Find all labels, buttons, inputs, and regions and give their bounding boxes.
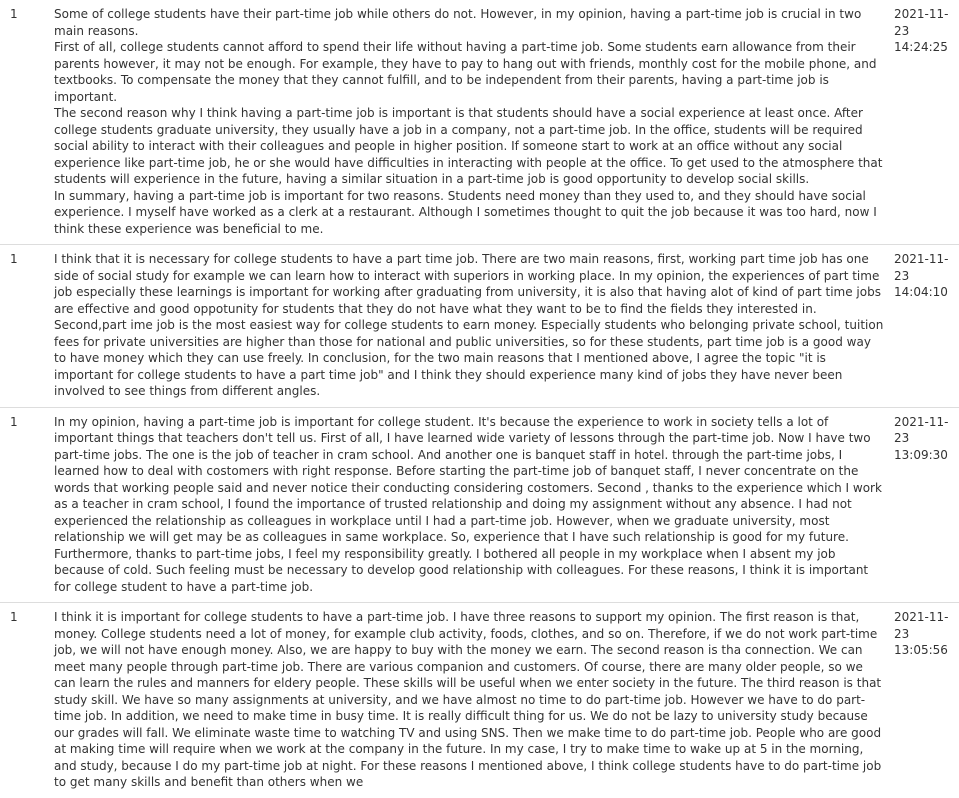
essay-text-cell <box>54 609 886 791</box>
date-text: 2021-11- 23 <box>894 252 949 283</box>
time-text: 14:24:25 <box>894 40 948 54</box>
date-text: 2021-11- 23 <box>894 610 949 641</box>
timestamp-cell <box>886 251 948 400</box>
table-row <box>0 0 959 245</box>
date-text: 2021-11- 23 <box>894 414 949 445</box>
essay-paragraph: I think that it is necessary for college students to have a part time job. There are two main reasons, first, working part time job has one side of social study for example we can learn how to interact with superiors in working place. In my opinion, the experiences of part time job especially these learnings is important for working after graduating from university, it is also that having alot of kind of part time jobs are effective and good oppotunity for students that they do not have what they want to be to find the fields they interested in. Second,part ime job is the most easiest way for college students to earn money. Especially students who belonging private school, tuition fees for private universities are higher than those for national and public universities, so for these students, part time job is a good way to have money which they can use freely. In conclusion, for the two main reasons that I mentioned above, I agree the topic "it is important for college students to have a part time job" and I think they should experience many kind of jobs they have never been involved to see things from different angles. <box>54 252 884 398</box>
timestamp-cell <box>886 6 948 237</box>
table-row <box>0 603 959 798</box>
time-text: 13:09:30 <box>894 447 948 462</box>
essay-paragraph: In summary, having a part-time job is important for two reasons. Students need money than they used to, and they should have social experience. I myself have worked as a clerk at a restaurant. Although I sometimes thought to quit the job because it was too hard, now I think these experience was beneficial to me. <box>54 188 877 236</box>
table-row <box>0 408 959 604</box>
table-row <box>0 245 959 408</box>
timestamp-cell <box>886 414 948 596</box>
essay-paragraph: In my opinion, having a part-time job is important for college student. It's because the experience to work in society tells a lot of important things that teachers don't tell us. First of all, I have learned wide variety of lessons through the part-time job. Now I have two part-time jobs. The one is the job of teacher in cram school. And another one is banquet staff in hotel. through the part-time jobs, I learned how to deal with costomers with right response. Before starting the part-time job of banquet staff, I never concentrate on the words that working people said and never notice their conducting considering costomers. Second , thanks to the experience which I work as a teacher in cram school, I found the importance of trusted relationship and doing my assignment without any absence. I had not experienced the relationship as colleagues in workplace until I had a part-time job. However, when we graduate university, most relationship we will get may be as colleagues in same workplace. So, experience that I have such relationship is good for my future. Furthermore, thanks to part-time jobs, I feel my responsibility greatly. I bothered all people in my workplace when I absent my job because of cold. Such feeling must be necessary to develop good relationship with colleagues. For these reasons, I think it is important for college student to have a part-time job. <box>54 414 882 594</box>
score-cell: 1 <box>10 414 18 429</box>
score-cell: 1 <box>10 610 18 624</box>
essay-text-cell <box>54 251 886 400</box>
timestamp-cell <box>886 609 948 791</box>
essay-text-cell <box>54 6 886 237</box>
time-text: 14:04:10 <box>894 285 948 299</box>
essay-paragraph: The second reason why I think having a part-time job is important is that students should have a social experience at least once. After college students graduate university, they usually have a job in a company, not a part-time job. In the office, students will be required social ability to interact with their colleagues and people in higher position. If someone start to work at an office without any social experience like part-time job, he or she would have difficulties in interacting with people at the office. To get used to the atmosphere that students will experience in the future, having a similar situation in a part-time job is good opportunity to develop social skills. <box>54 106 883 186</box>
essay-paragraph: I think it is important for college students to have a part-time job. I have three reasons to support my opinion. The first reason is that, money. College students need a lot of money, for example club activity, foods, clothes, and so on. Therefore, if we do not work part-time job, we will not have enough money. Also, we are happy to buy with the money we earn. The second reason is tha connection. We can meet many people through part-time job. There are various companion and customers. Of course, there are many older people, so we can learn the rules and manners for eldery people. These skills will be useful when we enter society in the future. The third reason is that study skill. We have so many assignments at university, and we have almost no time to do part-time job. However we have to do part-time job. In addition, we need to make time in busy time. It is really difficult thing for us. We do not be lazy to university study because our grades will fall. We eliminate waste time to watching TV and using SNS. Then we make time to do part-time job. People who are good at making time will require when we work at the company in the future. In my case, I try to make time to wake up at 5 in the morning, and study, because I do my part-time job at night. For these reasons I mentioned above, I think college students have to do part-time job to get many skills and benefit than others when we <box>54 610 882 789</box>
essay-text-cell <box>54 414 886 596</box>
score-cell: 1 <box>10 252 18 266</box>
date-text: 2021-11- 23 <box>894 7 949 38</box>
essay-paragraph: Some of college students have their part-time job while others do not. However, in my opinion, having a part-time job is crucial in two main reasons. <box>54 7 862 38</box>
essay-paragraph: First of all, college students cannot afford to spend their life without having a part-time job. Some students earn allowance from their parents however, it may not be enough. For example, they have to pay to hang out with friends, monthly cost for the mobile phone, and textbooks. To compensate the money that they cannot fulfill, and to be independent from their parents, having a part-time job is important. <box>54 40 877 104</box>
score-cell: 1 <box>10 7 18 21</box>
time-text: 13:05:56 <box>894 643 948 657</box>
